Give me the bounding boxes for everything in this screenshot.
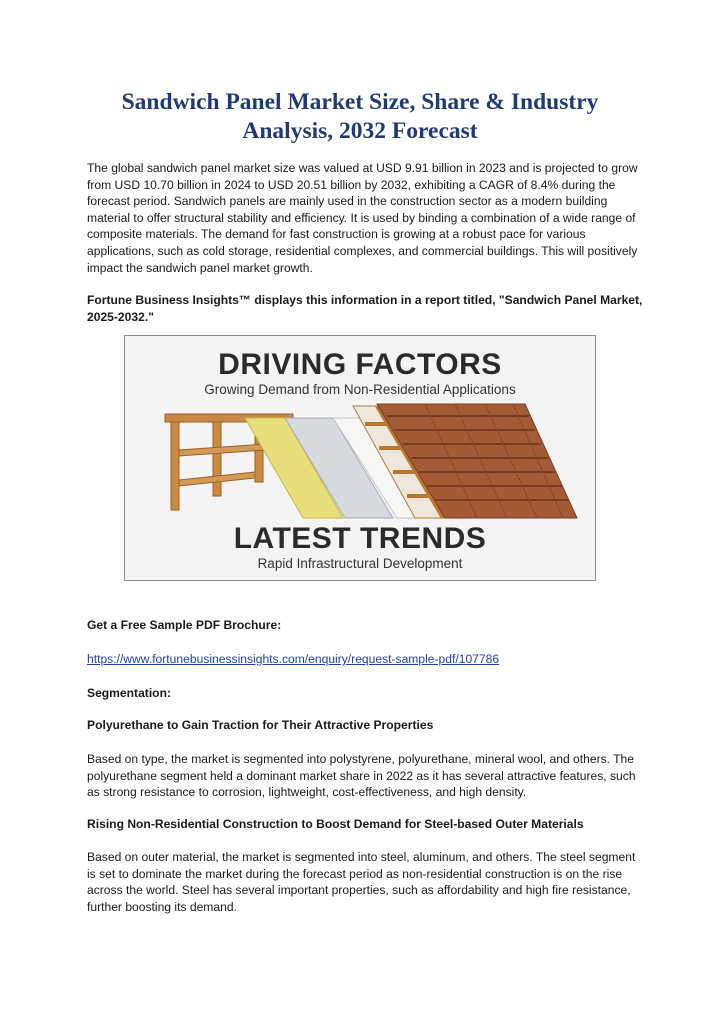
intro-paragraph: The global sandwich panel market size was valued at USD 9.91 billion in 2023 and is projected to grow from USD 10.70 billion in 2024 to USD 20.51 billion by 2032, exhibiting a CAGR of 8.4% during the forecast period. Sandwich panels are mainly used in the construction sector as a modern building material to offer structural stability and efficiency. It is used by binding a combination of a wide range of composite materials. The demand for fast construction is growing at a robust pace for various applications, such as cold storage, residential complexes, and commercial buildings. This will positively impact the sandwich panel market growth.: [87, 161, 638, 275]
driving-factors-subtitle: Growing Demand from Non-Residential Applications: [204, 382, 516, 397]
market-infographic: [124, 335, 596, 581]
section-heading-steel: Rising Non-Residential Construction to Boost Demand for Steel-based Outer Materials: [87, 817, 584, 831]
sample-pdf-link[interactable]: https://www.fortunebusinessinsights.com/enquiry/request-sample-pdf/107786: [87, 652, 500, 666]
segmentation-heading: Segmentation:: [87, 686, 171, 700]
latest-trends-subtitle: Rapid Infrastructural Development: [257, 556, 463, 571]
roof-layers-illustration: [125, 400, 596, 520]
latest-trends-heading: LATEST TRENDS: [233, 522, 487, 555]
section-body-polyurethane: Based on type, the market is segmented into polystyrene, polyurethane, mineral wool, and others. The polyurethane segment held a dominant market share in 2022 as it has several attractive features, such as strong resistance to corrosion, lightweight, cost-effectiveness, and high density.: [87, 752, 636, 800]
sample-label: Get a Free Sample PDF Brochure:: [87, 618, 282, 632]
page-title: Sandwich Panel Market Size, Share & Industry Analysis, 2032 Forecast: [121, 89, 599, 144]
section-body-steel: Based on outer material, the market is segmented into steel, aluminum, and others. The steel segment is set to dominate the market during the forecast period as non-residential construction is on the rise across the world. Steel has several important properties, such as affordability and high fire resistance, further boosting its demand.: [87, 850, 636, 914]
report-note: Fortune Business Insights™ displays this information in a report titled, "Sandwich Panel Market, 2025-2032.": [87, 293, 643, 324]
driving-factors-heading: DRIVING FACTORS: [218, 348, 502, 381]
section-heading-polyurethane: Polyurethane to Gain Traction for Their Attractive Properties: [87, 718, 434, 732]
